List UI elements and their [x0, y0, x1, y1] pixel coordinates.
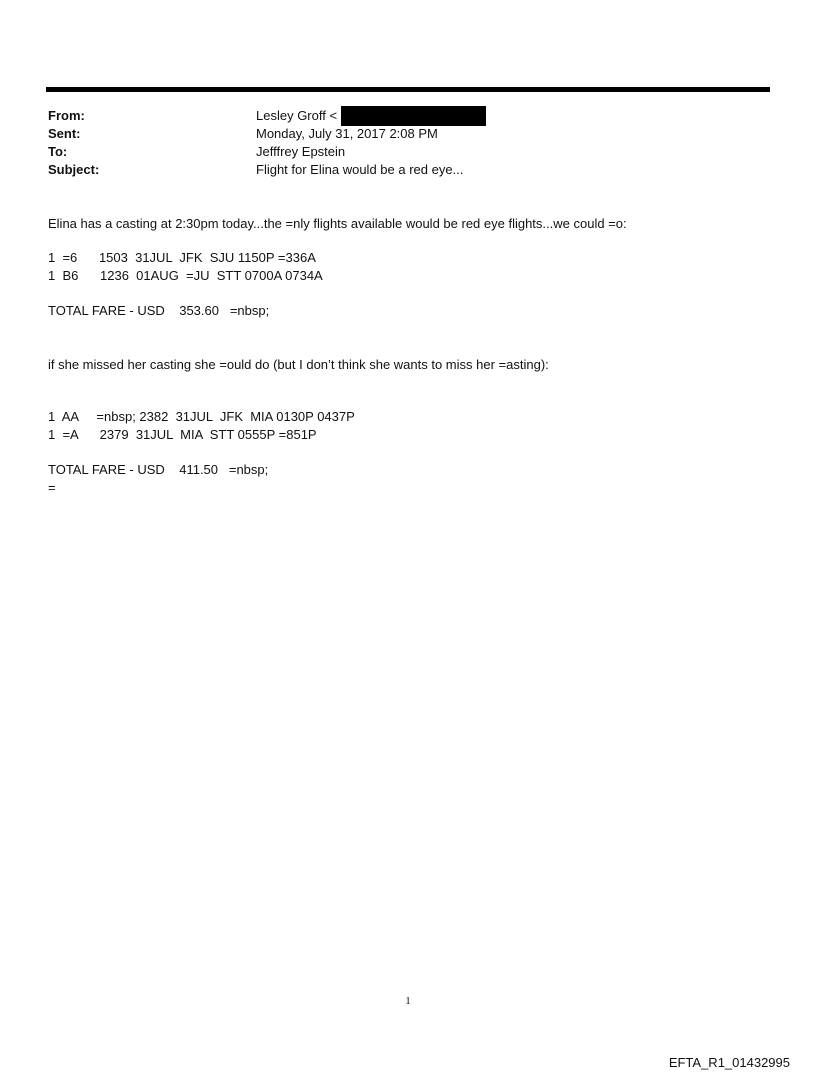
flight-line: 1 =6 1503 31JUL JFK SJU 1150P =336A: [48, 250, 316, 265]
from-label: From:: [48, 108, 85, 123]
to-row: [48, 143, 748, 161]
intro-text: Elina has a casting at 2:30pm today...the =nly flights available would be red eye flights...we could =o:: [48, 216, 627, 231]
email-header: [48, 107, 748, 179]
alternative-text: if she missed her casting she =ould do (but I don’t think she wants to miss her =asting):: [48, 357, 549, 372]
sent-label: Sent:: [48, 126, 81, 141]
to-label: To:: [48, 144, 68, 159]
to-value: Jefffrey Epstein: [256, 144, 346, 159]
flight-line: 1 AA =nbsp; 2382 31JUL JFK MIA 0130P 0437P: [48, 409, 355, 424]
redaction-block: [341, 106, 486, 126]
subject-value: Flight for Elina would be a red eye...: [256, 162, 464, 177]
total-fare: TOTAL FARE - USD 353.60 =nbsp;: [48, 303, 270, 318]
from-row: [48, 107, 748, 125]
sender-name: Lesley Groff <: [256, 108, 338, 123]
flight-line: 1 =A 2379 31JUL MIA STT 0555P =851P: [48, 427, 317, 442]
from-value: [256, 107, 486, 125]
page-number: 1: [405, 995, 411, 1007]
trailing-text: =: [48, 480, 56, 495]
subject-row: [48, 161, 748, 179]
flight-line: 1 B6 1236 01AUG =JU STT 0700A 0734A: [48, 268, 323, 283]
sent-value: Monday, July 31, 2017 2:08 PM: [256, 126, 438, 141]
sent-row: [48, 125, 748, 143]
email-body: [48, 215, 768, 497]
subject-label: Subject:: [48, 162, 100, 177]
header-divider: [46, 87, 770, 92]
document-id: EFTA_R1_01432995: [668, 1055, 790, 1070]
total-fare: TOTAL FARE - USD 411.50 =nbsp;: [48, 462, 269, 477]
